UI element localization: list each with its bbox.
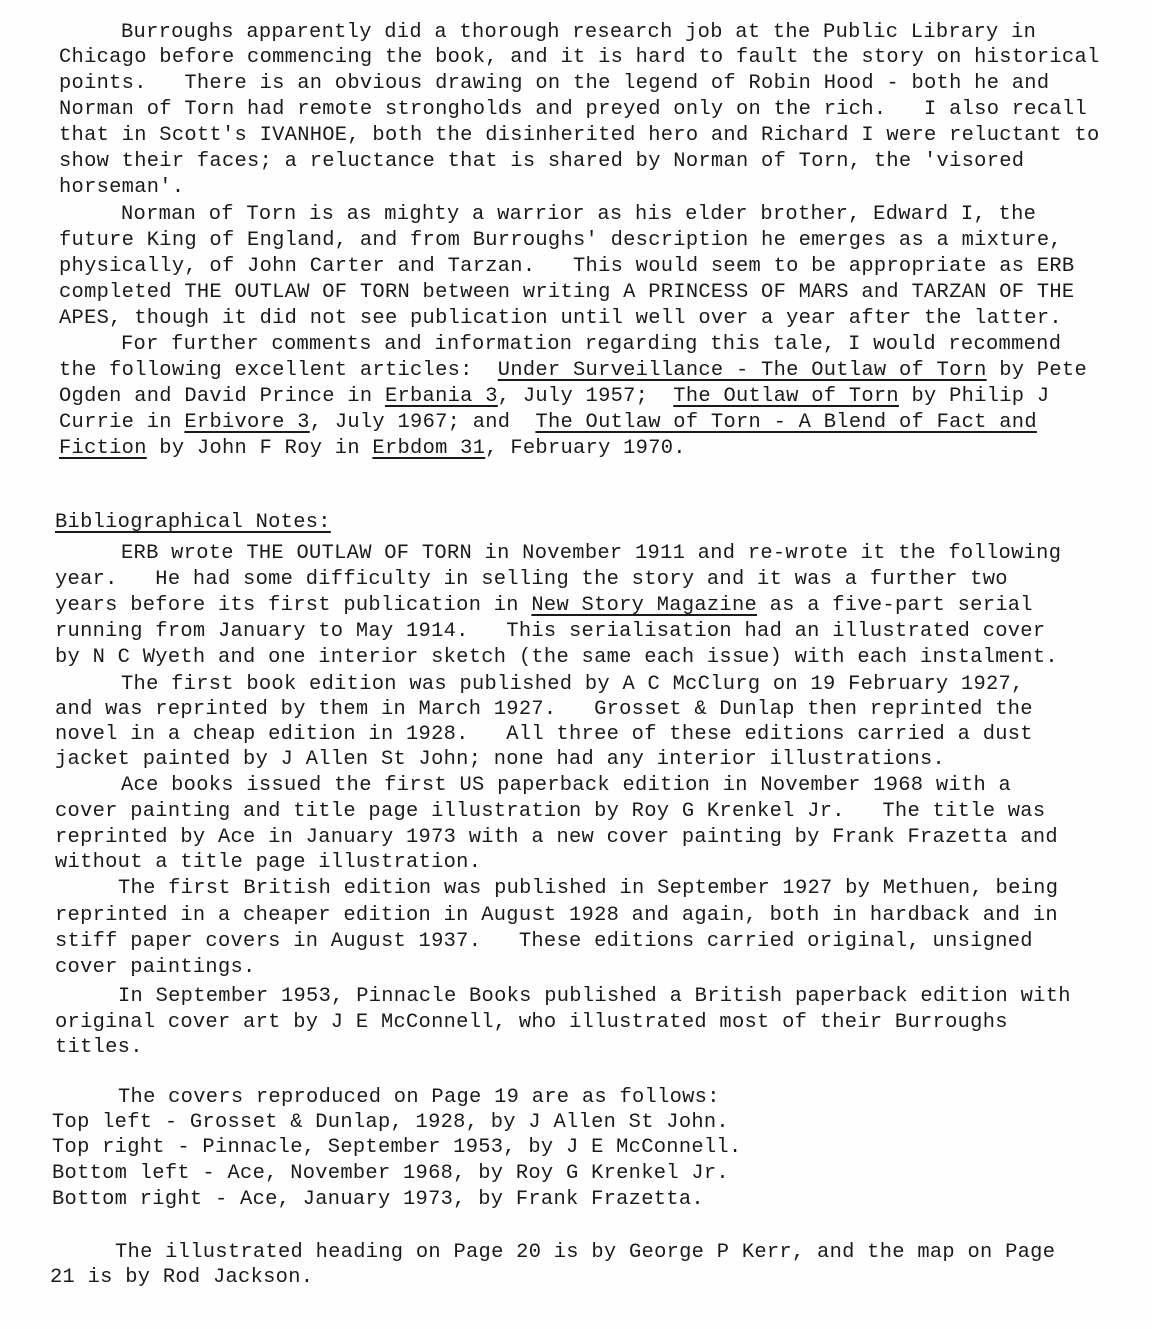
text-line: running from January to May 1914. This serialisation had an illustrated cover [55,620,1046,643]
text-line: 21 is by Rod Jackson. [50,1266,314,1289]
text-line: ERB wrote THE OUTLAW OF TORN in November 1911 and re-wrote it the following [121,542,1062,565]
text-run: by Philip J [898,385,1050,408]
text-line: that in Scott's IVANHOE, both the disinherited hero and Richard I were reluctant to [59,124,1100,147]
publication-title: Erbdom 31 [372,437,486,460]
article-title: Under Surveillance - The Outlaw of Torn [497,359,987,382]
text-line: cover paintings. [55,956,256,979]
text-line: Norman of Torn is as mighty a warrior as his elder brother, Edward I, the [121,203,1037,226]
text-run: Ogden and David Prince in [59,385,385,408]
text-line: novel in a cheap edition in 1928. All three of these editions carried a dust [55,723,1033,746]
text-line: year. He had some difficulty in selling the story and it was a further two [55,568,1008,591]
text-line: cover painting and title page illustration by Roy G Krenkel Jr. The title was [55,800,1046,823]
text-line: The illustrated heading on Page 20 is by George P Kerr, and the map on Page [115,1241,1056,1264]
text-line: stiff paper covers in August 1937. These editions carried original, unsigned [55,930,1033,953]
text-line: Ace books issued the first US paperback edition in November 1968 with a [121,774,1012,797]
cover-item: Bottom left - Ace, November 1968, by Roy G Krenkel Jr. [52,1162,729,1185]
text-run: years before its first publication in [55,594,532,617]
publication-title: New Story Magazine [531,594,758,617]
text-line: without a title page illustration. [55,851,482,874]
text-line: reprinted in a cheaper edition in August 1928 and again, both in hardback and in [55,904,1058,927]
text-line: and was reprinted by them in March 1927. Grosset & Dunlap then reprinted the [55,698,1033,721]
cover-item: Top left - Grosset & Dunlap, 1928, by J Allen St John. [52,1111,729,1134]
text-line: physically, of John Carter and Tarzan. This would seem to be appropriate as ERB [59,255,1075,278]
text-line: For further comments and information regarding this tale, I would recommend [121,333,1062,356]
text-line: Chicago before commencing the book, and it is hard to fault the story on historical [59,46,1100,69]
text-line [55,593,1033,619]
text-line [59,358,1087,384]
article-title: Fiction [59,437,147,460]
text-line: horseman'. [59,176,185,199]
text-line: The first British edition was published in September 1927 by Methuen, being [118,877,1059,900]
text-line: jacket painted by J Allen St John; none had any interior illustrations. [55,748,946,771]
text-line: APES, though it did not see publication until well over a year after the latter. [59,307,1062,330]
text-line: In September 1953, Pinnacle Books published a British paperback edition with [118,985,1071,1008]
section-heading: Bibliographical Notes: [55,511,331,534]
text-run: by Pete [986,359,1087,382]
publication-title: Erbania 3 [384,385,498,408]
text-run: Currie in [59,411,185,434]
text-line: reprinted by Ace in January 1973 with a new cover painting by Frank Frazetta and [55,826,1058,849]
text-line: by N C Wyeth and one interior sketch (the same each issue) with each instalment. [55,646,1058,669]
text-line: show their faces; a reluctance that is shared by Norman of Torn, the 'visored [59,150,1025,173]
text-line: future King of England, and from Burroughs' description he emerges as a mixture, [59,229,1062,252]
text-line [59,436,686,462]
text-line: original cover art by J E McConnell, who illustrated most of their Burroughs [55,1011,1008,1034]
article-title: The Outlaw of Torn - A Blend of Fact and [535,411,1037,434]
text-run: the following excellent articles: [59,359,498,382]
text-line: completed THE OUTLAW OF TORN between writing A PRINCESS OF MARS and TARZAN OF THE [59,281,1075,304]
covers-intro: The covers reproduced on Page 19 are as follows: [118,1086,720,1109]
text-line: titles. [55,1036,143,1059]
publication-title: Erbivore 3 [184,411,310,434]
text-line: Norman of Torn had remote strongholds and preyed only on the rich. I also recall [59,98,1087,121]
text-line [59,410,1037,436]
text-line: points. There is an obvious drawing on the legend of Robin Hood - both he and [59,72,1050,95]
text-run: by John F Roy in [146,437,373,460]
text-line [59,384,1049,410]
article-title: The Outlaw of Torn [673,385,899,408]
cover-item: Top right - Pinnacle, September 1953, by J E McConnell. [52,1136,742,1159]
text-line: Burroughs apparently did a thorough research job at the Public Library in [121,21,1037,44]
text-line: The first book edition was published by A C McClurg on 19 February 1927, [121,673,1024,696]
text-run: , July 1957; [497,385,674,408]
text-run: , July 1967; and [309,411,536,434]
cover-item: Bottom right - Ace, January 1973, by Frank Frazetta. [52,1188,704,1211]
text-run: as a five-part serial [757,594,1033,617]
text-run: , February 1970. [485,437,686,460]
